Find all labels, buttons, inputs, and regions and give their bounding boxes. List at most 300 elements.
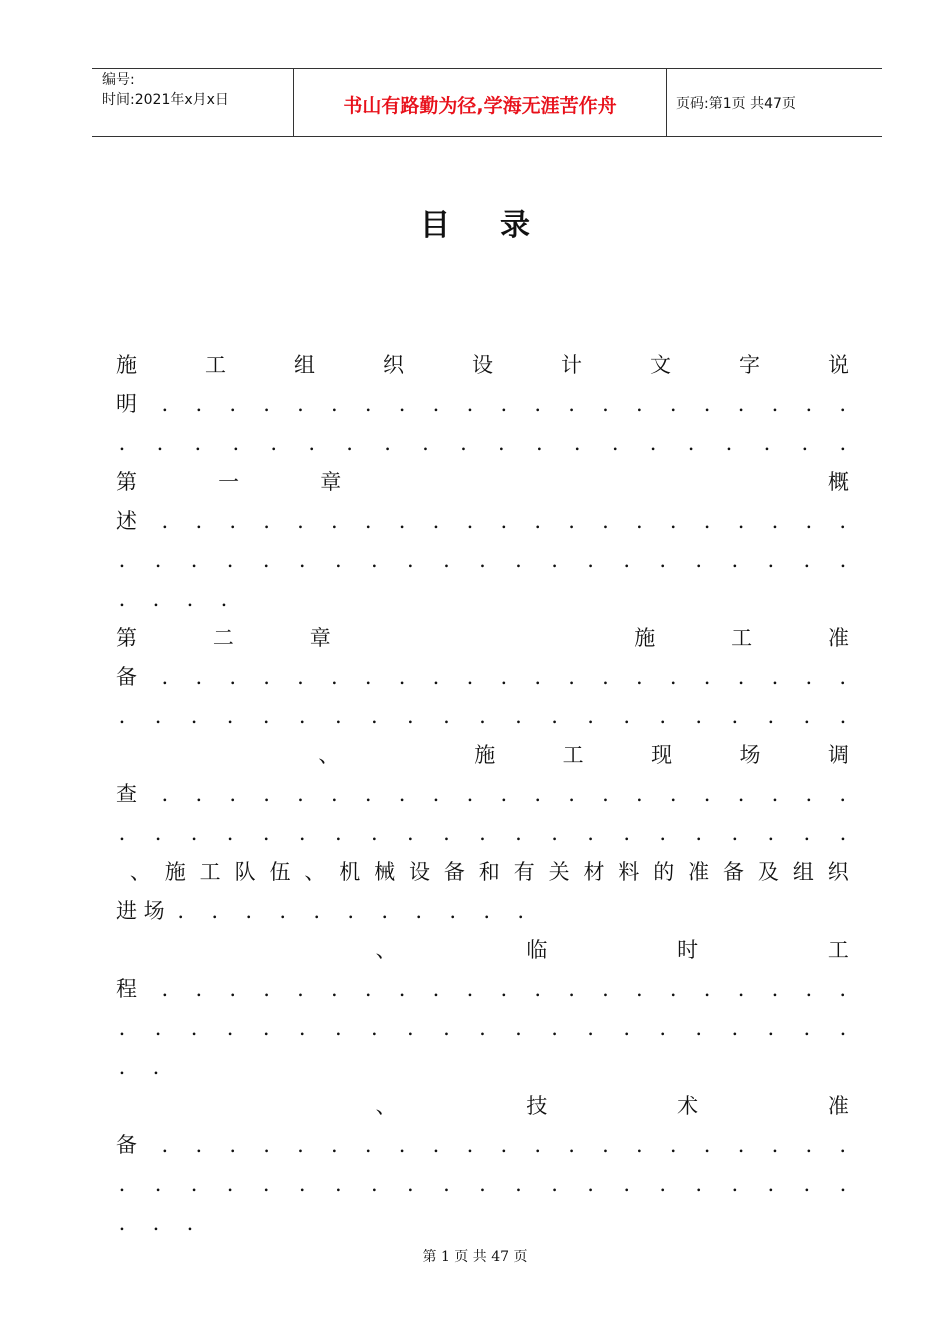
leader-dot: .	[763, 431, 771, 455]
leader-dot: .	[334, 1172, 342, 1196]
leader-dot: .	[370, 704, 378, 728]
toc-title-char: 材	[583, 860, 605, 884]
leader-dot: .	[370, 1016, 378, 1040]
leader-dot: .	[703, 977, 711, 1001]
toc-entry-title	[116, 1087, 849, 1126]
leader-dot: .	[262, 548, 270, 572]
toc-title-tail: 备	[116, 1133, 137, 1157]
leader-dot: .	[432, 392, 440, 416]
toc-entry[interactable]	[116, 619, 849, 736]
toc-title-char: 械	[374, 860, 396, 884]
toc-entry[interactable]	[116, 463, 849, 619]
leader-dot: .	[767, 821, 775, 845]
leader-dot: .	[466, 509, 474, 533]
leader-dot: .	[229, 665, 237, 689]
leader-dot: .	[161, 392, 169, 416]
leader-dot: .	[443, 1016, 450, 1040]
leader-dot: .	[190, 1172, 198, 1196]
leader-dot: .	[226, 1172, 234, 1196]
toc-entry[interactable]	[116, 853, 849, 931]
leader-dot: .	[767, 1172, 775, 1196]
leader-dot: .	[636, 977, 643, 1001]
leader-dot: .	[118, 704, 126, 728]
leader-dot: .	[737, 509, 745, 533]
leader-dot: .	[154, 548, 162, 572]
toc-leader-line	[116, 1204, 849, 1243]
leader-dot: .	[263, 782, 270, 806]
leader-dot: .	[364, 1133, 372, 1157]
toc-title-char: 概	[828, 470, 849, 494]
leader-dot: .	[767, 548, 775, 572]
leader-dot: .	[771, 509, 779, 533]
toc-title-char: 关	[548, 860, 570, 884]
leader-dot: .	[229, 977, 237, 1001]
title-char-2: 录	[500, 208, 530, 243]
leader-dot: .	[154, 1016, 162, 1040]
leader-dot: .	[602, 782, 609, 806]
leader-dot: .	[334, 1016, 342, 1040]
leader-dot: .	[331, 1133, 338, 1157]
leader-dot: .	[573, 431, 581, 455]
leader-dot: .	[190, 1016, 198, 1040]
leader-dot: .	[398, 1133, 406, 1157]
leader-dot: .	[460, 431, 467, 455]
toc-title-tail: 程	[116, 977, 137, 1001]
leader-dot: .	[229, 392, 237, 416]
leader-dot: .	[839, 665, 847, 689]
leader-dot: .	[443, 704, 450, 728]
leader-dot: .	[384, 431, 391, 455]
toc-title-char: 章	[320, 470, 342, 494]
toc-entry[interactable]	[116, 931, 849, 1087]
leader-dot: .	[534, 509, 542, 533]
toc-title-char: 及	[757, 860, 779, 884]
leader-dot: .	[479, 1172, 486, 1196]
leader-dot: .	[695, 704, 703, 728]
leader-dot: .	[262, 1172, 270, 1196]
toc-title-char: 伍	[269, 860, 291, 884]
leader-dot: .	[466, 392, 474, 416]
leader-dot: .	[161, 782, 169, 806]
leader-dot: .	[695, 548, 703, 572]
toc-title-char: 、	[375, 938, 397, 962]
leader-dot: .	[803, 821, 811, 845]
toc-title-tail: 进 场	[116, 899, 165, 923]
leader-dot: .	[161, 665, 169, 689]
header-divider-2	[666, 69, 667, 136]
leader-dot: .	[731, 548, 739, 572]
leader-dot: .	[263, 1133, 270, 1157]
leader-dot: .	[669, 1133, 677, 1157]
toc-title-char: 组	[294, 353, 315, 377]
leader-dot: .	[331, 392, 338, 416]
toc-title-char: 设	[409, 860, 431, 884]
leader-dot: .	[154, 821, 162, 845]
leader-dot: .	[298, 1172, 306, 1196]
leader-dot: .	[226, 548, 234, 572]
leader-dot: .	[331, 509, 338, 533]
leader-dot: .	[500, 782, 508, 806]
header-motto: 书山有路勤为径,学海无涯苦作舟	[343, 95, 617, 117]
leader-dot: .	[298, 548, 306, 572]
leader-dot: .	[195, 665, 203, 689]
toc-title-tail: 查	[116, 782, 137, 806]
leader-dot: .	[636, 1133, 643, 1157]
leader-dot: .	[623, 704, 630, 728]
toc-title-tail: 备	[116, 665, 137, 689]
leader-dot: .	[602, 665, 609, 689]
leader-dot: .	[161, 509, 169, 533]
leader-dot: .	[771, 977, 779, 1001]
page-title	[0, 200, 950, 244]
leader-dot: .	[534, 665, 542, 689]
leader-dot: .	[587, 1172, 594, 1196]
leader-dot: .	[154, 1172, 162, 1196]
leader-dot: .	[154, 704, 162, 728]
leader-dot: .	[279, 899, 287, 923]
leader-dot: .	[118, 587, 126, 611]
toc-title-char: 一	[218, 470, 240, 494]
toc-leader-line	[116, 658, 849, 697]
title-char-1: 目	[420, 208, 450, 243]
toc-title-char: 工	[205, 353, 226, 377]
leader-dot: .	[194, 431, 202, 455]
toc-title-char: 机	[339, 860, 361, 884]
leader-dot: .	[407, 1172, 414, 1196]
leader-dot: .	[500, 392, 508, 416]
leader-dot: .	[118, 1016, 126, 1040]
leader-dot: .	[232, 431, 240, 455]
leader-dot: .	[534, 977, 542, 1001]
toc-title-char: 、	[304, 860, 326, 884]
leader-dot: .	[245, 899, 253, 923]
leader-dot: .	[587, 1016, 594, 1040]
leader-dot: .	[407, 1016, 414, 1040]
toc-entry-title	[116, 463, 849, 502]
leader-dot: .	[669, 509, 677, 533]
leader-dot: .	[118, 1172, 126, 1196]
leader-dot: .	[659, 821, 667, 845]
leader-dot: .	[443, 548, 450, 572]
leader-dot: .	[156, 431, 164, 455]
leader-dot: .	[659, 704, 667, 728]
toc-leader-line	[116, 502, 849, 541]
leader-dot: .	[725, 431, 733, 455]
leader-dot: .	[659, 1172, 667, 1196]
leader-dot: .	[298, 704, 306, 728]
toc-leader-line	[116, 814, 849, 853]
leader-dot: .	[534, 782, 542, 806]
toc-title-char: 二	[212, 626, 234, 650]
leader-dot: .	[152, 1055, 160, 1079]
leader-dot: .	[152, 1211, 160, 1235]
toc-entry[interactable]	[116, 346, 849, 463]
toc-title-char: 第	[116, 626, 137, 650]
leader-dot: .	[297, 392, 304, 416]
leader-dot: .	[771, 782, 779, 806]
leader-dot: .	[767, 704, 775, 728]
toc-title-char: 织	[827, 860, 849, 884]
leader-dot: .	[805, 665, 813, 689]
leader-dot: .	[177, 899, 185, 923]
leader-dot: .	[568, 392, 575, 416]
leader-dot: .	[568, 977, 575, 1001]
table-of-contents	[116, 346, 849, 1243]
leader-dot: .	[297, 665, 304, 689]
toc-title-char: 场	[739, 743, 761, 767]
toc-entry-title	[116, 346, 849, 385]
toc-leader-line	[116, 697, 849, 736]
leader-dot: .	[313, 899, 321, 923]
leader-dot: .	[186, 587, 194, 611]
toc-title-char: 、	[375, 1094, 397, 1118]
leader-dot: .	[771, 665, 779, 689]
toc-title-char: 现	[651, 743, 673, 767]
leader-dot: .	[346, 431, 353, 455]
toc-leader-line	[116, 970, 849, 1009]
leader-dot: .	[669, 392, 677, 416]
leader-dot: .	[568, 782, 575, 806]
leader-dot: .	[262, 704, 270, 728]
leader-dot: .	[270, 431, 278, 455]
leader-dot: .	[226, 1016, 234, 1040]
leader-dot: .	[500, 665, 508, 689]
toc-leader-line	[116, 541, 849, 580]
leader-dot: .	[669, 665, 677, 689]
toc-title-char: 时	[677, 938, 699, 962]
leader-dot: .	[370, 1172, 378, 1196]
leader-dot: .	[370, 821, 378, 845]
leader-dot: .	[297, 509, 304, 533]
toc-leader-line	[116, 580, 849, 619]
toc-leader-line	[116, 1165, 849, 1204]
leader-dot: .	[568, 509, 575, 533]
header-time: 时间:2021年x月x日	[102, 92, 229, 108]
toc-title-char: 字	[739, 353, 760, 377]
leader-dot: .	[479, 821, 486, 845]
leader-dot: .	[636, 392, 643, 416]
leader-dot: .	[687, 431, 695, 455]
leader-dot: .	[331, 977, 338, 1001]
leader-dot: .	[229, 509, 237, 533]
leader-dot: .	[737, 665, 745, 689]
leader-dot: .	[805, 1133, 813, 1157]
leader-dot: .	[534, 392, 542, 416]
toc-title-char: 准	[688, 860, 710, 884]
toc-title-char: 施	[116, 353, 137, 377]
leader-dot: .	[695, 1172, 703, 1196]
leader-dot: .	[771, 392, 779, 416]
toc-title-tail: 明	[116, 392, 137, 416]
leader-dot: .	[398, 977, 406, 1001]
leader-dot: .	[263, 392, 270, 416]
leader-dot: .	[331, 782, 338, 806]
leader-dot: .	[602, 977, 609, 1001]
toc-title-char: 工	[199, 860, 221, 884]
leader-dot: .	[298, 821, 306, 845]
leader-dot: .	[839, 821, 847, 845]
header-meta	[102, 70, 229, 110]
leader-dot: .	[587, 548, 594, 572]
leader-dot: .	[364, 392, 372, 416]
leader-dot: .	[805, 782, 813, 806]
leader-dot: .	[839, 392, 847, 416]
toc-title-char: 、	[129, 860, 151, 884]
leader-dot: .	[398, 782, 406, 806]
leader-dot: .	[551, 548, 558, 572]
leader-dot: .	[415, 899, 423, 923]
leader-dot: .	[466, 1133, 474, 1157]
toc-title-char: 章	[309, 626, 331, 650]
header-number: 编号:	[102, 72, 135, 88]
leader-dot: .	[703, 509, 711, 533]
leader-dot: .	[517, 899, 525, 923]
leader-dot: .	[466, 782, 474, 806]
leader-dot: .	[407, 548, 414, 572]
toc-title-char: 工	[827, 938, 849, 962]
leader-dot: .	[364, 977, 372, 1001]
toc-entry[interactable]	[116, 736, 849, 853]
toc-title-char: 工	[731, 626, 753, 650]
leader-dot: .	[636, 782, 643, 806]
leader-dot: .	[190, 548, 198, 572]
toc-title-char: 料	[618, 860, 640, 884]
leader-dot: .	[118, 1211, 126, 1235]
leader-dot: .	[623, 821, 630, 845]
toc-title-char: 准	[827, 1094, 849, 1118]
leader-dot: .	[611, 431, 619, 455]
page-footer: 第 1 页 共 47 页	[422, 1249, 528, 1265]
leader-dot: .	[659, 548, 667, 572]
leader-dot: .	[551, 1016, 558, 1040]
toc-title-char: 、	[318, 743, 340, 767]
leader-dot: .	[839, 548, 847, 572]
leader-dot: .	[731, 704, 739, 728]
leader-dot: .	[229, 1133, 237, 1157]
toc-title-char: 施	[164, 860, 186, 884]
leader-dot: .	[297, 977, 304, 1001]
leader-dot: .	[229, 782, 237, 806]
leader-dot: .	[515, 704, 522, 728]
leader-dot: .	[211, 899, 219, 923]
leader-dot: .	[839, 509, 847, 533]
leader-dot: .	[226, 821, 234, 845]
leader-dot: .	[407, 704, 414, 728]
leader-dot: .	[500, 977, 508, 1001]
leader-dot: .	[551, 821, 558, 845]
leader-dot: .	[803, 1172, 811, 1196]
leader-dot: .	[568, 665, 575, 689]
leader-dot: .	[839, 431, 847, 455]
leader-dot: .	[623, 548, 630, 572]
leader-dot: .	[364, 509, 372, 533]
leader-dot: .	[364, 665, 372, 689]
leader-dot: .	[498, 431, 505, 455]
toc-title-char: 文	[650, 353, 671, 377]
toc-entry-title	[116, 931, 849, 970]
leader-dot: .	[703, 392, 711, 416]
leader-dot: .	[263, 977, 270, 1001]
leader-dot: .	[731, 821, 739, 845]
leader-dot: .	[771, 1133, 779, 1157]
leader-dot: .	[839, 1133, 847, 1157]
leader-dot: .	[500, 1133, 508, 1157]
leader-dot: .	[602, 509, 609, 533]
leader-dot: .	[568, 1133, 575, 1157]
leader-dot: .	[623, 1172, 630, 1196]
leader-dot: .	[432, 509, 440, 533]
toc-title-tail: 述	[116, 509, 137, 533]
leader-dot: .	[479, 1016, 486, 1040]
leader-dot: .	[443, 821, 450, 845]
leader-dot: .	[669, 782, 677, 806]
leader-dot: .	[118, 1055, 126, 1079]
leader-dot: .	[767, 1016, 775, 1040]
leader-dot: .	[190, 821, 198, 845]
leader-dot: .	[551, 1172, 558, 1196]
leader-dot: .	[195, 392, 203, 416]
leader-dot: .	[466, 665, 474, 689]
leader-dot: .	[422, 431, 429, 455]
leader-dot: .	[220, 587, 228, 611]
leader-dot: .	[551, 704, 558, 728]
toc-title-char: 术	[677, 1094, 699, 1118]
toc-title-char: 施	[634, 626, 656, 650]
leader-dot: .	[703, 665, 711, 689]
leader-dot: .	[263, 665, 270, 689]
leader-dot: .	[695, 821, 703, 845]
leader-dot: .	[479, 704, 486, 728]
leader-dot: .	[262, 1016, 270, 1040]
leader-dot: .	[636, 665, 643, 689]
leader-dot: .	[483, 899, 491, 923]
toc-leader-line	[116, 1126, 849, 1165]
toc-entry-title	[116, 619, 849, 658]
toc-title-char: 的	[653, 860, 675, 884]
toc-entry[interactable]	[116, 1087, 849, 1243]
leader-dot: .	[297, 1133, 304, 1157]
leader-dot: .	[534, 1133, 542, 1157]
leader-dot: .	[432, 665, 440, 689]
toc-title-char: 临	[526, 938, 548, 962]
leader-dot: .	[479, 548, 486, 572]
toc-title-char: 说	[828, 353, 849, 377]
leader-dot: .	[152, 587, 160, 611]
toc-title-char: 调	[827, 743, 849, 767]
leader-dot: .	[737, 782, 745, 806]
toc-title-char: 工	[562, 743, 584, 767]
leader-dot: .	[308, 431, 316, 455]
leader-dot: .	[805, 509, 813, 533]
leader-dot: .	[839, 704, 847, 728]
leader-dot: .	[190, 704, 198, 728]
leader-dot: .	[466, 977, 474, 1001]
leader-dot: .	[449, 899, 457, 923]
leader-dot: .	[118, 431, 126, 455]
leader-dot: .	[262, 821, 270, 845]
leader-dot: .	[737, 977, 745, 1001]
leader-dot: .	[195, 977, 203, 1001]
toc-entry-title	[116, 853, 849, 892]
leader-dot: .	[636, 509, 643, 533]
leader-dot: .	[161, 977, 169, 1001]
toc-title-char: 准	[828, 626, 849, 650]
leader-dot: .	[703, 1133, 711, 1157]
leader-dot: .	[737, 1133, 745, 1157]
toc-title-char: 施	[474, 743, 496, 767]
leader-dot: .	[805, 977, 813, 1001]
toc-title-char: 备	[723, 860, 745, 884]
